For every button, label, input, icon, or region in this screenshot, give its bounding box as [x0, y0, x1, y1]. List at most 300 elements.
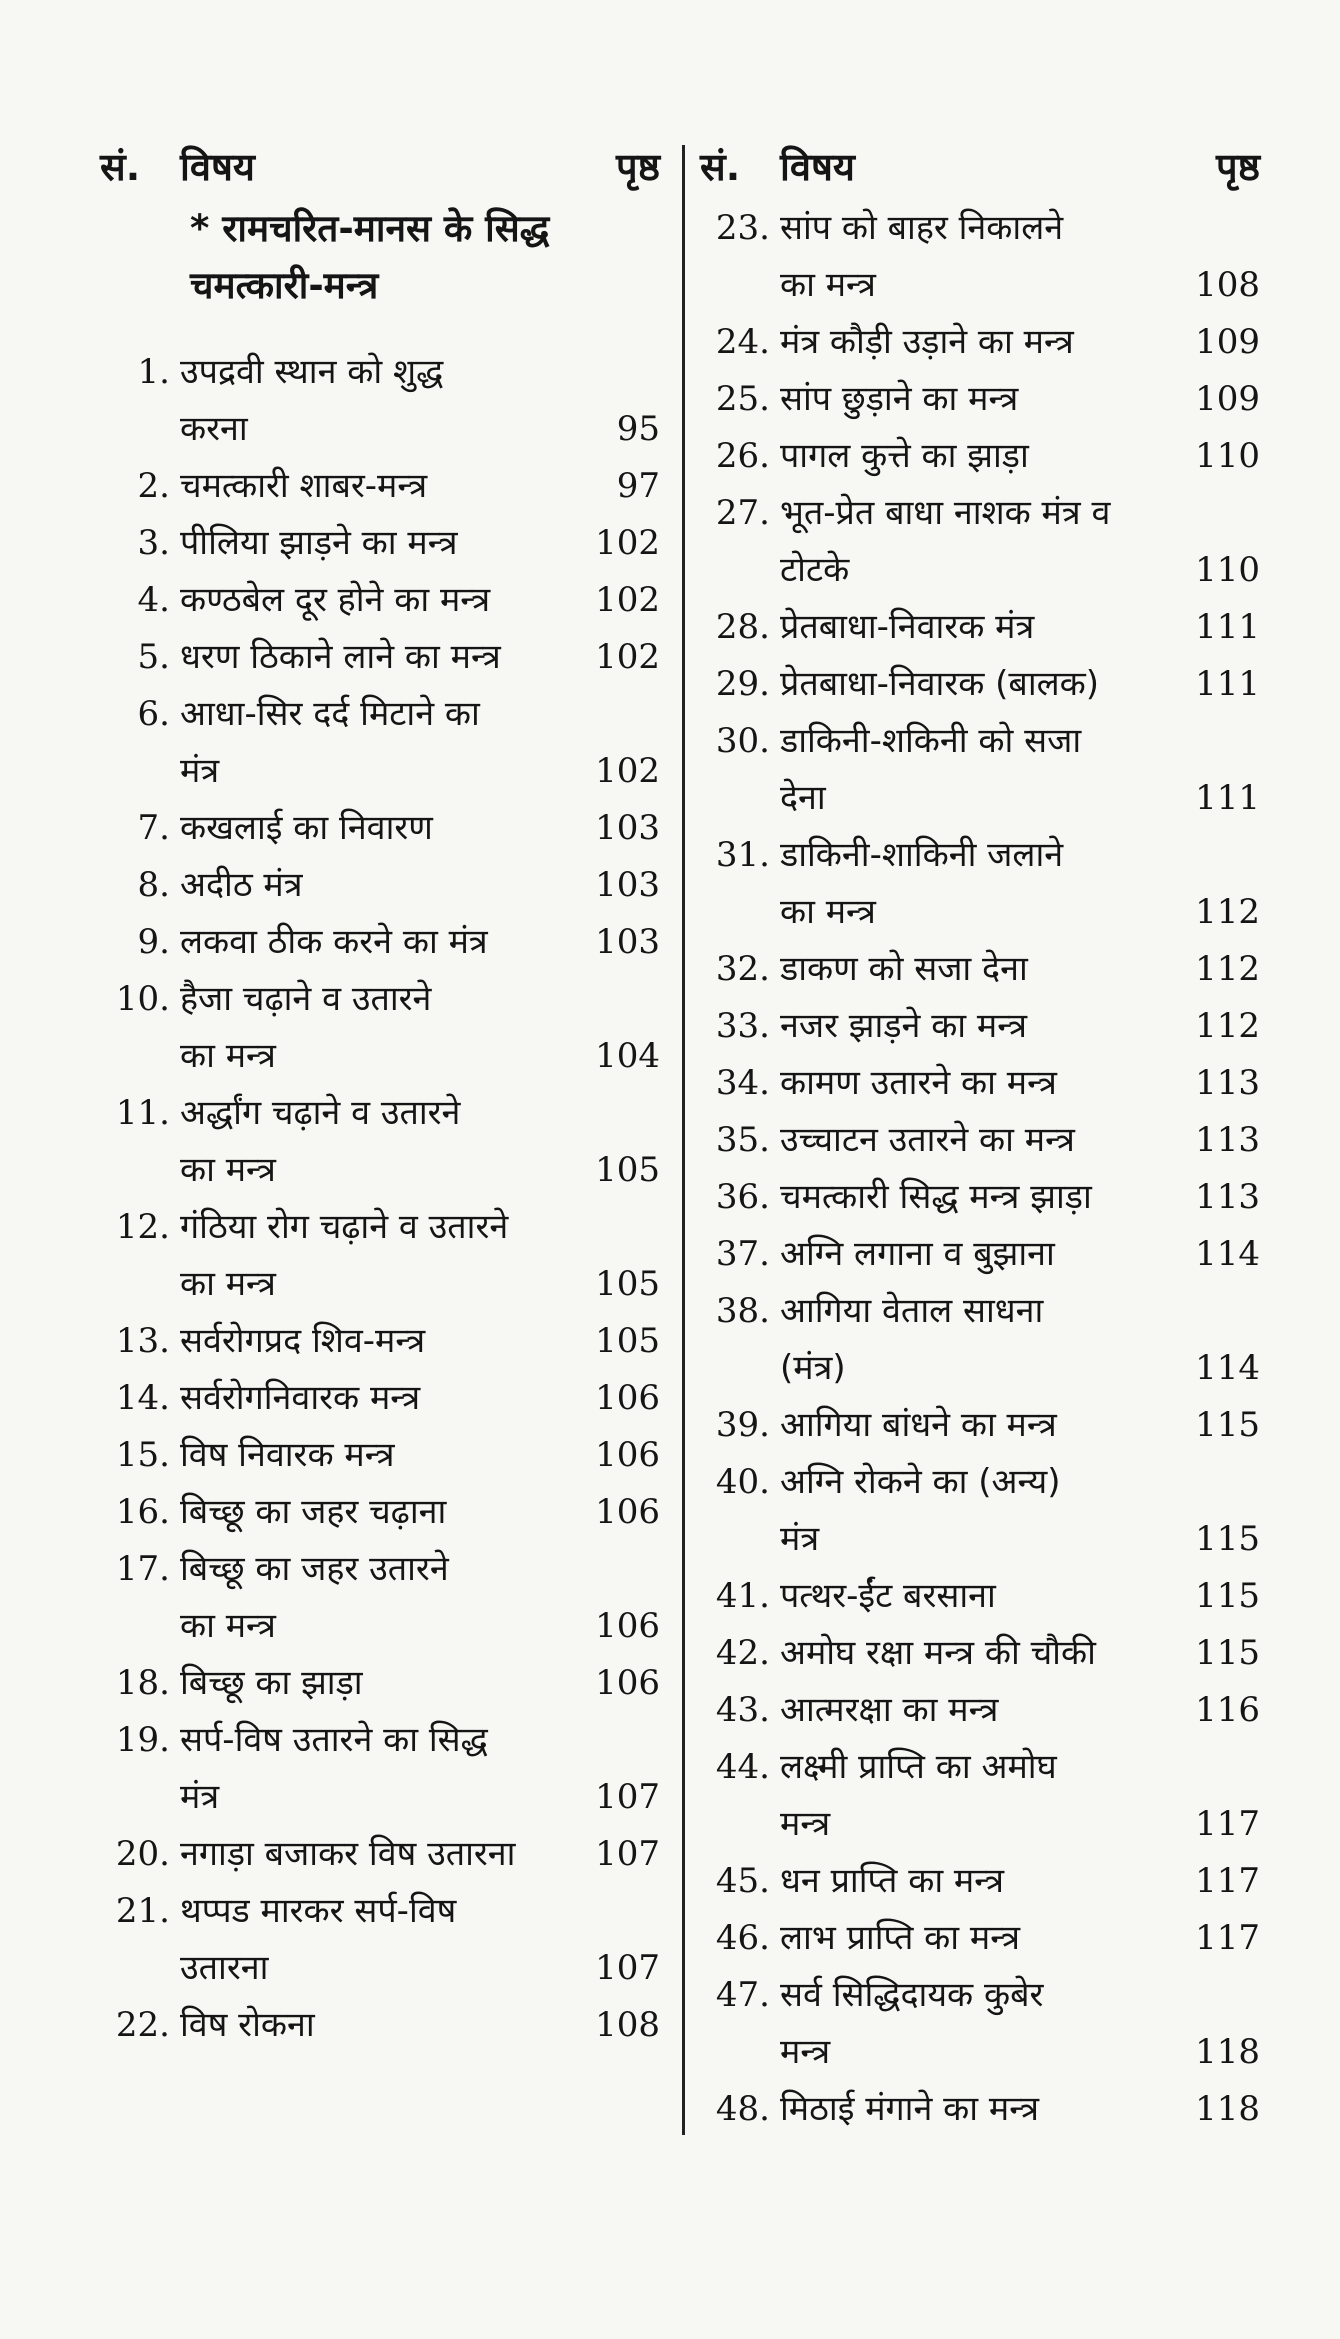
- entry-page-number: 111: [1195, 664, 1260, 704]
- entry-title: अमोघ रक्षा मन्त्र की चौकी: [780, 1633, 1096, 1673]
- contents-entry: [100, 344, 660, 458]
- entry-number: 19.: [115, 1720, 170, 1760]
- entry-number: 27.: [715, 493, 770, 533]
- entry-line: [780, 827, 1260, 884]
- right-column: [700, 140, 1260, 2138]
- entry-page-number: 113: [1195, 1120, 1260, 1160]
- entry-line: [180, 914, 660, 971]
- header-subject: विषय: [780, 145, 855, 189]
- entry-title: का मन्त्र: [780, 265, 876, 305]
- contents-entry: [100, 1313, 660, 1370]
- entry-line: [180, 1940, 660, 1997]
- entry-line: [780, 599, 1260, 656]
- entry-line: [180, 401, 660, 458]
- entry-number: 5.: [137, 637, 170, 677]
- entry-title: मन्त्र: [780, 1804, 831, 1844]
- left-column: [100, 140, 660, 2054]
- entry-line: [180, 1199, 660, 1256]
- entry-body: [780, 1283, 1260, 1397]
- entry-number: 10.: [115, 979, 170, 1019]
- entry-line: [180, 686, 660, 743]
- entry-line: [780, 2081, 1260, 2138]
- entry-body: [180, 1541, 660, 1655]
- entry-line: [780, 1511, 1260, 1568]
- entry-line: [780, 713, 1260, 770]
- contents-entry: [100, 1712, 660, 1826]
- entry-body: [180, 1655, 660, 1712]
- left-column-header: [100, 140, 660, 200]
- entry-title: डाकण को सजा देना: [780, 949, 1028, 989]
- contents-entry: [100, 1997, 660, 2054]
- entry-body: [180, 1085, 660, 1199]
- entry-number: 42.: [715, 1633, 770, 1673]
- entry-page-number: 108: [1195, 265, 1260, 305]
- entry-body: [780, 2081, 1260, 2138]
- entry-title: पागल कुत्ते का झाड़ा: [780, 436, 1029, 476]
- entry-line: [180, 1256, 660, 1313]
- contents-entry: [100, 1085, 660, 1199]
- entry-line: [780, 1682, 1260, 1739]
- entry-line: [180, 1883, 660, 1940]
- entry-body: [180, 1712, 660, 1826]
- entry-title: गंठिया रोग चढ़ाने व उतारने: [180, 1207, 509, 1247]
- contents-entry: [700, 1853, 1260, 1910]
- entry-line: [780, 884, 1260, 941]
- entry-body: [180, 1826, 660, 1883]
- entry-number: 17.: [115, 1549, 170, 1589]
- entry-page-number: 115: [1195, 1519, 1260, 1559]
- entry-title: मंत्र कौड़ी उड़ाने का मन्त्र: [780, 322, 1074, 362]
- entry-body: [180, 1997, 660, 2054]
- entry-title: उतारना: [180, 1948, 269, 1988]
- entry-page-number: 106: [595, 1492, 660, 1532]
- entry-line: [780, 1283, 1260, 1340]
- entry-title: मंत्र: [780, 1519, 820, 1559]
- contents-entry: [700, 656, 1260, 713]
- entry-page-number: 114: [1195, 1348, 1260, 1388]
- entry-body: [180, 515, 660, 572]
- entry-line: [780, 371, 1260, 428]
- entry-body: [780, 1853, 1260, 1910]
- entry-line: [180, 1598, 660, 1655]
- entry-number: 32.: [715, 949, 770, 989]
- entry-body: [180, 629, 660, 686]
- entry-number: 45.: [715, 1861, 770, 1901]
- entry-body: [780, 1739, 1260, 1853]
- entry-title: डाकिनी-शाकिनी जलाने: [780, 835, 1064, 875]
- entry-body: [780, 1055, 1260, 1112]
- section-title-line: * रामचरित-मानस के सिद्ध: [190, 207, 550, 250]
- entry-title: का मन्त्र: [180, 1036, 276, 1076]
- entry-page-number: 117: [1195, 1861, 1260, 1901]
- entry-body: [780, 1454, 1260, 1568]
- entry-title: का मन्त्र: [180, 1150, 276, 1190]
- entry-title: कखलाई का निवारण: [180, 808, 433, 848]
- entry-number: 11.: [115, 1093, 170, 1133]
- entry-title: आगिया वेताल साधना: [780, 1291, 1044, 1331]
- contents-entry: [100, 971, 660, 1085]
- entry-page-number: 107: [595, 1777, 660, 1817]
- entry-title: लकवा ठीक करने का मंत्र: [180, 922, 488, 962]
- entry-line: [180, 1085, 660, 1142]
- entry-title: का मन्त्र: [780, 892, 876, 932]
- contents-entry: [700, 1226, 1260, 1283]
- entry-page-number: 103: [595, 865, 660, 905]
- entry-number: 4.: [137, 580, 170, 620]
- entry-line: [180, 1826, 660, 1883]
- entry-page-number: 108: [595, 2005, 660, 2045]
- entry-number: 9.: [137, 922, 170, 962]
- entry-title: (मंत्र): [780, 1348, 846, 1388]
- entry-body: [780, 713, 1260, 827]
- entry-line: [180, 458, 660, 515]
- contents-entry: [700, 827, 1260, 941]
- entry-body: [780, 1397, 1260, 1454]
- contents-entry: [700, 428, 1260, 485]
- entry-page-number: 117: [1195, 1918, 1260, 1958]
- entry-title: कामण उतारने का मन्त्र: [780, 1063, 1057, 1103]
- entry-title: आगिया बांधने का मन्त्र: [780, 1405, 1057, 1445]
- entry-line: [180, 1997, 660, 2054]
- entry-page-number: 109: [1195, 322, 1260, 362]
- entry-number: 41.: [715, 1576, 770, 1616]
- contents-entry: [100, 1199, 660, 1313]
- entry-title: मन्त्र: [780, 2032, 831, 2072]
- entry-line: [780, 1853, 1260, 1910]
- entry-number: 34.: [715, 1063, 770, 1103]
- entry-number: 23.: [715, 208, 770, 248]
- entry-page-number: 112: [1195, 892, 1260, 932]
- entry-title: डाकिनी-शकिनी को सजा: [780, 721, 1082, 761]
- entry-body: [180, 971, 660, 1085]
- entry-line: [180, 1028, 660, 1085]
- entry-number: 22.: [115, 2005, 170, 2045]
- entry-line: [780, 1568, 1260, 1625]
- entry-body: [780, 656, 1260, 713]
- entry-line: [180, 344, 660, 401]
- contents-entry: [100, 1883, 660, 1997]
- entry-line: [780, 1055, 1260, 1112]
- entry-body: [780, 371, 1260, 428]
- entry-page-number: 117: [1195, 1804, 1260, 1844]
- entry-number: 25.: [715, 379, 770, 419]
- left-entry-list: [100, 344, 660, 2054]
- entry-line: [780, 1910, 1260, 1967]
- header-number: सं.: [700, 145, 741, 189]
- contents-entry: [700, 1910, 1260, 1967]
- entry-title: सर्प-विष उतारने का सिद्ध: [180, 1720, 488, 1760]
- entry-body: [780, 1169, 1260, 1226]
- entry-page-number: 118: [1195, 2089, 1260, 2129]
- entry-page-number: 105: [595, 1264, 660, 1304]
- entry-title: कण्ठबेल दूर होने का मन्त्र: [180, 580, 491, 620]
- entry-body: [780, 314, 1260, 371]
- entry-body: [780, 1625, 1260, 1682]
- entry-body: [780, 599, 1260, 656]
- entry-title: सांप को बाहर निकालने: [780, 208, 1064, 248]
- entry-number: 12.: [115, 1207, 170, 1247]
- entry-title: विष रोकना: [180, 2005, 315, 2045]
- entry-body: [780, 827, 1260, 941]
- entry-line: [180, 515, 660, 572]
- contents-entry: [100, 1655, 660, 1712]
- entry-page-number: 106: [595, 1606, 660, 1646]
- entry-title: टोटके: [780, 550, 850, 590]
- entry-number: 30.: [715, 721, 770, 761]
- contents-entry: [700, 1397, 1260, 1454]
- entry-line: [780, 1226, 1260, 1283]
- entry-page-number: 107: [595, 1834, 660, 1874]
- contents-entry: [700, 1112, 1260, 1169]
- contents-entry: [100, 1541, 660, 1655]
- entry-number: 18.: [115, 1663, 170, 1703]
- entry-line: [780, 770, 1260, 827]
- entry-title: बिच्छू का झाड़ा: [180, 1663, 363, 1703]
- entry-title: उपद्रवी स्थान को शुद्ध: [180, 352, 444, 392]
- contents-entry: [700, 998, 1260, 1055]
- entry-line: [780, 1625, 1260, 1682]
- entry-line: [180, 971, 660, 1028]
- entry-number: 3.: [137, 523, 170, 563]
- entry-line: [780, 2024, 1260, 2081]
- contents-entry: [100, 800, 660, 857]
- entry-page-number: 111: [1195, 607, 1260, 647]
- entry-body: [180, 800, 660, 857]
- entry-line: [780, 1796, 1260, 1853]
- entry-title: प्रेतबाधा-निवारक मंत्र: [780, 607, 1035, 647]
- entry-line: [180, 800, 660, 857]
- entry-line: [780, 485, 1260, 542]
- header-subject: विषय: [180, 145, 255, 189]
- entry-line: [780, 1112, 1260, 1169]
- entry-page-number: 103: [595, 922, 660, 962]
- contents-entry: [700, 1055, 1260, 1112]
- entry-page-number: 116: [1195, 1690, 1260, 1730]
- entry-title: सर्व सिद्धिदायक कुबेर: [780, 1975, 1044, 2015]
- entry-body: [180, 1484, 660, 1541]
- entry-line: [780, 428, 1260, 485]
- entry-line: [180, 1313, 660, 1370]
- entry-body: [780, 941, 1260, 998]
- entry-title: हैजा चढ़ाने व उतारने: [180, 979, 432, 1019]
- entry-number: 38.: [715, 1291, 770, 1331]
- entry-line: [180, 629, 660, 686]
- entry-body: [180, 344, 660, 458]
- entry-number: 48.: [715, 2089, 770, 2129]
- entry-line: [180, 1541, 660, 1598]
- entry-page-number: 104: [595, 1036, 660, 1076]
- entry-line: [780, 542, 1260, 599]
- entry-number: 33.: [715, 1006, 770, 1046]
- entry-title: नगाड़ा बजाकर विष उतारना: [180, 1834, 516, 1874]
- contents-entry: [100, 857, 660, 914]
- contents-entry: [700, 599, 1260, 656]
- entry-number: 13.: [115, 1321, 170, 1361]
- entry-body: [780, 1112, 1260, 1169]
- contents-entry: [700, 485, 1260, 599]
- contents-entry: [700, 1568, 1260, 1625]
- entry-page-number: 107: [595, 1948, 660, 1988]
- entry-line: [180, 1769, 660, 1826]
- entry-line: [780, 314, 1260, 371]
- entry-number: 7.: [137, 808, 170, 848]
- entry-title: थप्पड मारकर सर्प-विष: [180, 1891, 457, 1931]
- entry-number: 47.: [715, 1975, 770, 2015]
- entry-line: [180, 1484, 660, 1541]
- entry-title: भूत-प्रेत बाधा नाशक मंत्र व: [780, 493, 1111, 533]
- entry-body: [180, 572, 660, 629]
- entry-number: 15.: [115, 1435, 170, 1475]
- entry-page-number: 113: [1195, 1063, 1260, 1103]
- entry-title: सर्वरोगनिवारक मन्त्र: [180, 1378, 421, 1418]
- entry-number: 2.: [137, 466, 170, 506]
- entry-page-number: 110: [1195, 550, 1260, 590]
- entry-line: [780, 1739, 1260, 1796]
- contents-entry: [100, 686, 660, 800]
- contents-entry: [700, 1682, 1260, 1739]
- entry-number: 37.: [715, 1234, 770, 1274]
- contents-entry: [700, 1283, 1260, 1397]
- entry-body: [180, 1427, 660, 1484]
- entry-page-number: 106: [595, 1663, 660, 1703]
- entry-title: प्रेतबाधा-निवारक (बालक): [780, 664, 1100, 704]
- contents-entry: [100, 629, 660, 686]
- entry-page-number: 110: [1195, 436, 1260, 476]
- entry-title: आत्मरक्षा का मन्त्र: [780, 1690, 999, 1730]
- entry-line: [780, 1454, 1260, 1511]
- entry-title: आधा-सिर दर्द मिटाने का: [180, 694, 480, 734]
- entry-body: [780, 998, 1260, 1055]
- contents-entry: [700, 371, 1260, 428]
- entry-title: नजर झाड़ने का मन्त्र: [780, 1006, 1028, 1046]
- entry-page-number: 106: [595, 1378, 660, 1418]
- entry-title: अदीठ मंत्र: [180, 865, 303, 905]
- contents-entry: [700, 2081, 1260, 2138]
- entry-line: [780, 941, 1260, 998]
- entry-title: उच्चाटन उतारने का मन्त्र: [780, 1120, 1075, 1160]
- entry-line: [780, 1169, 1260, 1226]
- entry-body: [180, 1313, 660, 1370]
- contents-entry: [100, 914, 660, 971]
- entry-page-number: 102: [595, 637, 660, 677]
- entry-body: [780, 200, 1260, 314]
- entry-title: का मन्त्र: [180, 1606, 276, 1646]
- entry-number: 26.: [715, 436, 770, 476]
- entry-title: धरण ठिकाने लाने का मन्त्र: [180, 637, 501, 677]
- entry-line: [180, 1655, 660, 1712]
- entry-page-number: 115: [1195, 1633, 1260, 1673]
- entry-page-number: 106: [595, 1435, 660, 1475]
- entry-page-number: 118: [1195, 2032, 1260, 2072]
- entry-number: 39.: [715, 1405, 770, 1445]
- contents-entry: [700, 314, 1260, 371]
- entry-title: बिच्छू का जहर चढ़ाना: [180, 1492, 447, 1532]
- entry-number: 14.: [115, 1378, 170, 1418]
- contents-entry: [100, 515, 660, 572]
- entry-page-number: 102: [595, 751, 660, 791]
- section-title-line: चमत्कारी-मन्त्र: [190, 264, 379, 307]
- entry-line: [780, 1340, 1260, 1397]
- entry-number: 20.: [115, 1834, 170, 1874]
- entry-page-number: 112: [1195, 1006, 1260, 1046]
- entry-line: [780, 1397, 1260, 1454]
- contents-entry: [100, 458, 660, 515]
- contents-entry: [700, 941, 1260, 998]
- entry-number: 24.: [715, 322, 770, 362]
- entry-body: [180, 458, 660, 515]
- entry-title: सांप छुड़ाने का मन्त्र: [780, 379, 1019, 419]
- entry-line: [780, 257, 1260, 314]
- contents-entry: [100, 1370, 660, 1427]
- entry-title: लक्ष्मी प्राप्ति का अमोघ: [780, 1747, 1057, 1787]
- entry-page-number: 111: [1195, 778, 1260, 818]
- entry-title: अर्द्धांग चढ़ाने व उतारने: [180, 1093, 461, 1133]
- entry-number: 6.: [137, 694, 170, 734]
- entry-line: [180, 1142, 660, 1199]
- entry-title: देना: [780, 778, 826, 818]
- entry-number: 21.: [115, 1891, 170, 1931]
- entry-page-number: 114: [1195, 1234, 1260, 1274]
- entry-number: 8.: [137, 865, 170, 905]
- entry-title: अग्नि लगाना व बुझाना: [780, 1234, 1055, 1274]
- entry-body: [780, 485, 1260, 599]
- entry-number: 43.: [715, 1690, 770, 1730]
- entry-body: [180, 914, 660, 971]
- entry-title: लाभ प्राप्ति का मन्त्र: [780, 1918, 1021, 1958]
- entry-title: चमत्कारी सिद्ध मन्त्र झाड़ा: [780, 1177, 1092, 1217]
- section-title: [190, 200, 650, 314]
- contents-entry: [100, 1826, 660, 1883]
- contents-entry: [700, 713, 1260, 827]
- right-column-header: [700, 140, 1260, 200]
- entry-page-number: 102: [595, 523, 660, 563]
- entry-page-number: 109: [1195, 379, 1260, 419]
- entry-body: [780, 428, 1260, 485]
- entry-page-number: 115: [1195, 1576, 1260, 1616]
- entry-number: 40.: [715, 1462, 770, 1502]
- entry-line: [780, 656, 1260, 713]
- entry-title: मंत्र: [180, 751, 220, 791]
- entry-page-number: 97: [616, 466, 660, 506]
- entry-page-number: 105: [595, 1150, 660, 1190]
- entry-body: [780, 1568, 1260, 1625]
- entry-number: 1.: [137, 352, 170, 392]
- entry-line: [780, 998, 1260, 1055]
- entry-page-number: 102: [595, 580, 660, 620]
- entry-title: धन प्राप्ति का मन्त्र: [780, 1861, 1005, 1901]
- entry-page-number: 95: [616, 409, 660, 449]
- entry-title: बिच्छू का जहर उतारने: [180, 1549, 449, 1589]
- entry-line: [180, 743, 660, 800]
- entry-body: [780, 1682, 1260, 1739]
- entry-title: करना: [180, 409, 248, 449]
- entry-line: [780, 1967, 1260, 2024]
- entry-number: 44.: [715, 1747, 770, 1787]
- entry-title: अग्नि रोकने का (अन्य): [780, 1462, 1061, 1502]
- contents-entry: [700, 1169, 1260, 1226]
- right-entry-list: [700, 200, 1260, 2138]
- contents-entry: [700, 1625, 1260, 1682]
- header-page: पृष्ठ: [1216, 145, 1260, 189]
- entry-title: का मन्त्र: [180, 1264, 276, 1304]
- entry-line: [180, 857, 660, 914]
- entry-line: [180, 1712, 660, 1769]
- entry-title: मंत्र: [180, 1777, 220, 1817]
- entry-title: सर्वरोगप्रद शिव-मन्त्र: [180, 1321, 426, 1361]
- entry-title: विष निवारक मन्त्र: [180, 1435, 395, 1475]
- header-number: सं.: [100, 145, 141, 189]
- entry-line: [780, 200, 1260, 257]
